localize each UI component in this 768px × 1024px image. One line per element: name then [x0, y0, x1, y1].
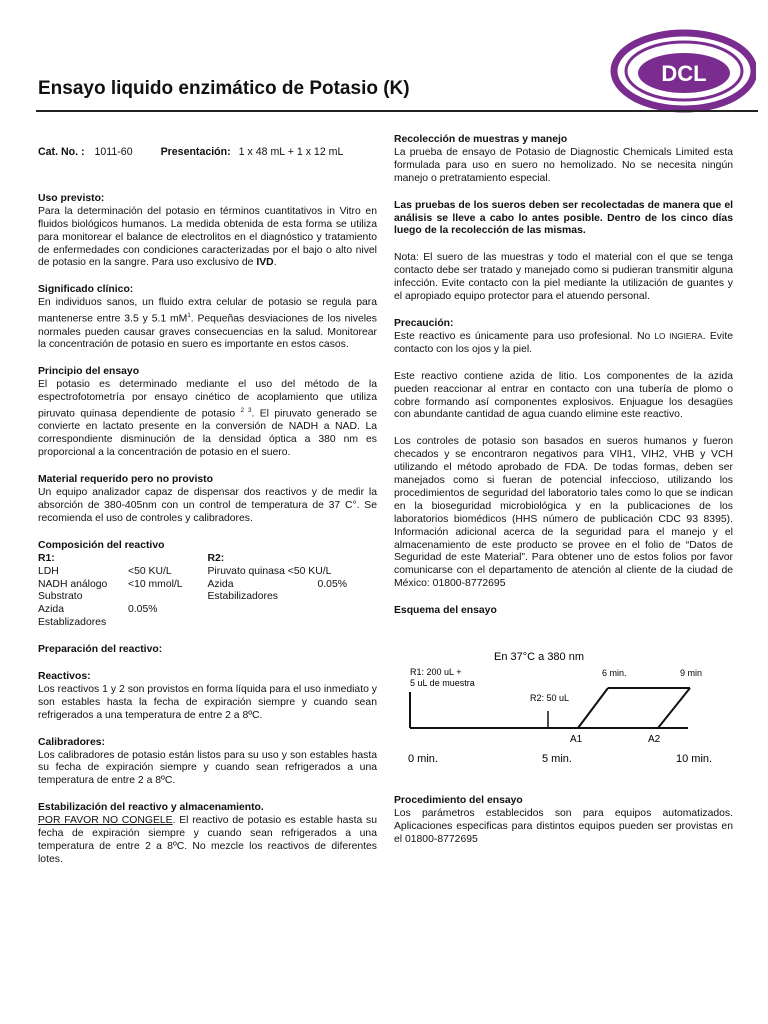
section-calibradores	[38, 737, 377, 789]
cat-label: Cat. No. :	[38, 146, 85, 158]
scheme-temp: En 37°C a 380 nm	[494, 651, 585, 664]
precaucion-azida: Este reactivo contiene azida de litio. Los componentes de la azida pueden reaccionar al entrar en contacto con una tubería de plomo o cobre formando así componentes explosivos. Enjuague los desagües con abundante cantidad de agua cuando elimine este reactivo.	[394, 370, 733, 421]
uso-text: Para la determinación del potasio en términos cuantitativos in Vitro en fluidos biológicos humanos. La medida obtenida de esta forma se utiliza para monitorear el balance de electrolitos en el diagnóstico y tratamiento de enfermedades con condiciones caracterizadas por el bajo o alto nivel de potasio en la sangre. Para uso exclusivo de IVD.	[38, 205, 377, 269]
recoleccion-text: La prueba de ensayo de Potasio de Diagnostic Chemicals Limited esta formulada para uso en suero no hemolizado. No se necesita ningún manejo o pretratamiento especial.	[394, 146, 733, 184]
material-heading: Material requerido pero no provisto	[38, 474, 213, 486]
r1-item: Substrato	[38, 591, 83, 603]
r1-item: Azida 0.05%	[38, 604, 158, 616]
section-reactivos	[38, 671, 377, 723]
section-procedimiento	[394, 795, 733, 847]
catalog-line	[38, 146, 377, 159]
reactivos-heading: Reactivos:	[38, 671, 91, 683]
page-title: Ensayo liquido enzimático de Potasio (K)	[38, 78, 410, 99]
principio-heading: Principio del ensayo	[38, 366, 140, 378]
cat-value: 1011-60	[94, 146, 133, 158]
estabilizacion-heading: Estabilización del reactivo y almacenamiento.	[38, 802, 264, 814]
procedimiento-heading: Procedimiento del ensayo	[394, 795, 523, 806]
scheme-9min: 9 min	[680, 668, 703, 679]
section-recoleccion	[394, 134, 733, 186]
r2-item: Piruvato quinasa <50 KU/L	[207, 565, 332, 577]
calibradores-heading: Calibradores:	[38, 736, 105, 748]
scheme-slope-a2	[658, 688, 690, 728]
estabilizacion-text: POR FAVOR NO CONGELE. El reactivo de potasio es estable hasta su fecha de expiración siempre y cuando sean refrigerados a una temperatura de entre 2 a 8ºC. No mezcle los reactivos de diferentes lotes.	[38, 815, 377, 865]
r1-item: LDH <50 KU/L	[38, 565, 172, 577]
scheme-t0: 0 min.	[408, 753, 438, 766]
title-rule	[36, 110, 758, 112]
right-column	[394, 134, 733, 861]
section-precaucion	[394, 318, 733, 357]
section-esquema	[394, 605, 733, 795]
recoleccion-heading: Recolección de muestras y manejo	[394, 134, 568, 145]
scheme-t5: 5 min.	[542, 753, 572, 766]
precaucion-controles: Los controles de potasio son basados en sueros humanos y fueron checados y se encontraron negativos para VIH1, VIH2, VHB y VCH utilizando el método aprobado de FDA. De todas formas, deben ser manejados como si fueran de potencial infeccioso, utilizando los procedimientos de seguridad del laboratorio tales como lo que se indican en la bioseguridad microbiológica y en la publicaciones de los laboratorios biomédicos (HHS número de publicación CDC 93 8395). Información adicional acerca de la seguridad para el manejo y el almacenamiento de este producto se provee en el folio de “Datos de Seguridad de este Material”. Para obtener uno de estos folios por favor comunicarse con el departamento de atención al cliente de la ciudad de México: 01800-8772695	[394, 436, 733, 590]
scheme-r2: R2: 50 uL	[530, 693, 570, 704]
precaucion-text: Este reactivo es únicamente para uso profesional. No LO INGIERA. Evite contacto con los ojos y la piel.	[394, 330, 733, 355]
preparacion-heading: Preparación del reactivo:	[38, 644, 163, 656]
scheme-r1-line2: 5 uL de muestra	[410, 678, 475, 689]
esquema-heading: Esquema del ensayo	[394, 605, 497, 617]
logo-text: DCL	[661, 61, 707, 86]
r1-item: Establizadores	[38, 617, 107, 629]
section-estabilizacion	[38, 802, 377, 867]
material-text: Un equipo analizador capaz de dispensar dos reactivos y de medir la absorción de 380-405nm con un control de temperatura de 37 C°. Se recomienda el uso de controles y calibradores.	[38, 487, 377, 524]
r1-list: R1: LDH <50 KU/L NADH análogo <10 mmol/L Substrato Azida 0.05% Establizadores	[38, 553, 208, 630]
presentation-value: 1 x 48 mL + 1 x 12 mL	[238, 146, 344, 158]
section-preparacion	[38, 644, 377, 657]
r2-item: Azida 0.05%	[207, 578, 347, 590]
uso-heading: Uso previsto:	[38, 192, 105, 204]
presentation-label: Presentación:	[160, 146, 231, 158]
calibradores-text: Los calibradores de potasio están listos para su uso y son estables hasta su fecha de expiración siempre y cuando sean refrigerados a una temperatura de entre 2 a 8ºC.	[38, 749, 377, 787]
r1-item: NADH análogo <10 mmol/L	[38, 578, 183, 590]
dcl-logo	[600, 28, 756, 114]
principio-text: El potasio es determinado mediante el uso del método de la espectrofotometría por ensayo cinético de acoplamiento que utiliza piruvato quinasa dependiente de potasio $^{2 3}$. El piruvato generado se convierte en lactato presente en la conversión de NADH a NAD. La correspondiente disminución de la densidad óptica a 380 nm es proporcional a la concentración de potasio en el suero.	[38, 379, 378, 459]
procedimiento-text: Los parámetros establecidos son para equipos automatizados. Aplicaciones especificas para distintos equipos pueden ser provistas en el 01800-8772695	[394, 807, 733, 845]
scheme-r1-line1: R1: 200 uL +	[410, 667, 462, 678]
section-principio	[38, 366, 377, 460]
composicion-heading: Composición del reactivo	[38, 539, 165, 551]
scheme-slope-a1	[578, 688, 608, 728]
scheme-a1: A1	[570, 734, 583, 746]
section-composicion	[38, 540, 377, 630]
significado-text: En individuos sanos, un fluido extra celular de potasio se regula para mantenerse entre 3.5 y 5.1 $mM^1$. Pequeñas desviaciones de los niveles normales pueden causar graves consecuencias en la salud. Monitorear la concentración de potasio en suero es importante en estos casos.	[38, 297, 378, 351]
scheme-a2: A2	[648, 734, 661, 746]
significado-heading: Significado clínico:	[38, 284, 134, 296]
section-uso	[38, 193, 377, 270]
r2-item: Estabilizadores	[207, 591, 278, 603]
section-significado	[38, 284, 377, 352]
section-material	[38, 474, 377, 526]
scheme-6min: 6 min.	[602, 668, 627, 679]
precaucion-heading: Precaución:	[394, 317, 454, 329]
scheme-t10: 10 min.	[676, 753, 713, 766]
left-column	[38, 146, 377, 881]
assay-scheme-diagram	[394, 638, 733, 768]
r2-list: R2: Piruvato quinasa <50 KU/L Azida 0.05% Estabilizadores	[208, 553, 378, 630]
recoleccion-nota: Nota: El suero de las muestras y todo el material con el que se tenga contacto debe ser tratado y manejado como si pudieran transmitir alguna infección. Evite contacto con la piel mediante la utilización de guantes y el apropiado equipo protector para el atuendo personal.	[394, 252, 733, 303]
recoleccion-bold: Las pruebas de los sueros deben ser recolectadas de manera que el análisis se lleve a cabo lo antes posible. Dentro de los cinco días luego de la recolección de las mismas.	[394, 199, 733, 237]
reactivos-text: Los reactivos 1 y 2 son provistos en forma líquida para el uso inmediato y son estables hasta la fecha de expiración siempre y cuando sean refrigerados a una temperatura de entre 2 a 8ºC.	[38, 683, 377, 721]
